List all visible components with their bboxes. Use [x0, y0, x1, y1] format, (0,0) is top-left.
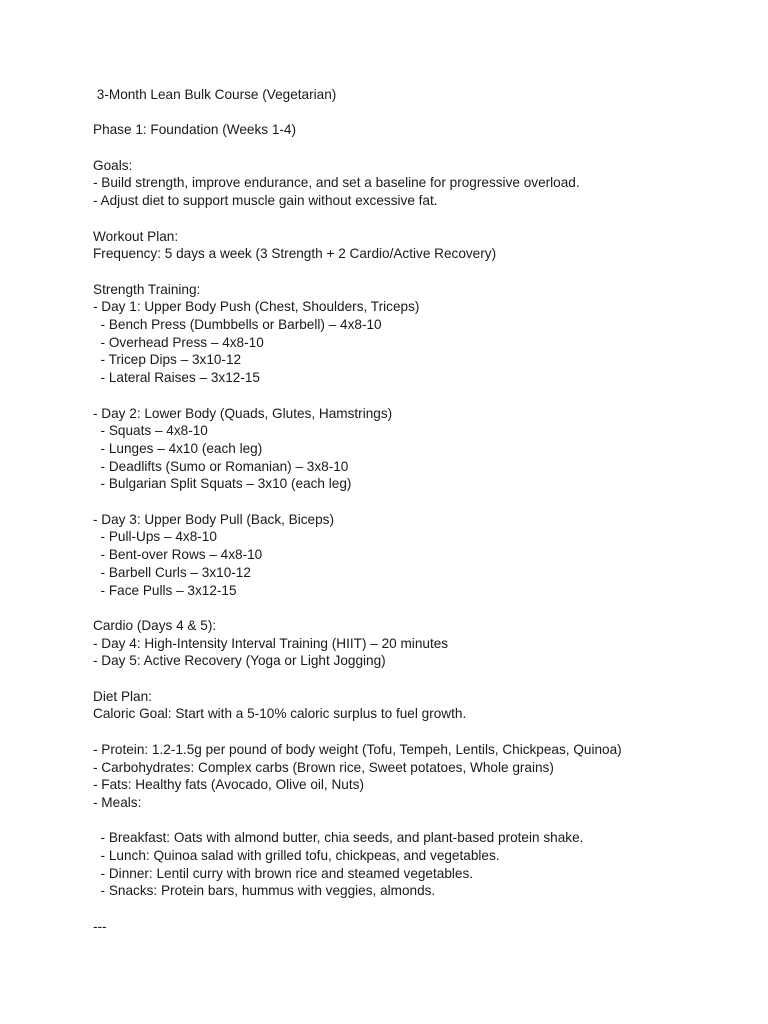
blank-line [93, 900, 743, 918]
list-item: - Day 4: High-Intensity Interval Training (HIIT) – 20 minutes [93, 635, 449, 651]
blank-line [93, 263, 743, 281]
blank-line [93, 493, 743, 511]
list-item: - Carbohydrates: Complex carbs (Brown rice, Sweet potatoes, Whole grains) [93, 759, 554, 775]
blank-line [93, 812, 743, 830]
section-label: Cardio (Days 4 & 5): [93, 617, 217, 633]
blank-line [93, 670, 743, 688]
sub-list-item: - Dinner: Lentil curry with brown rice and steamed vegetables. [93, 865, 474, 881]
blank-line [93, 723, 743, 741]
sub-list-item: - Snacks: Protein bars, hummus with veggies, almonds. [93, 883, 436, 899]
section-label: Workout Plan: [93, 228, 179, 244]
blank-line [93, 104, 743, 122]
sub-list-item: - Bulgarian Split Squats – 3x10 (each leg) [93, 476, 352, 492]
sub-list-item: - Bench Press (Dumbbells or Barbell) – 4x8-10 [93, 317, 382, 333]
list-item: - Fats: Healthy fats (Avocado, Olive oil, Nuts) [93, 777, 364, 793]
sub-list-item: - Lunch: Quinoa salad with grilled tofu, chickpeas, and vegetables. [93, 848, 500, 864]
list-item: - Day 2: Lower Body (Quads, Glutes, Hamstrings) [93, 405, 393, 421]
sub-list-item: - Tricep Dips – 3x10-12 [93, 352, 242, 368]
section-label: Diet Plan: [93, 688, 152, 704]
text-line: Frequency: 5 days a week (3 Strength + 2 Cardio/Active Recovery) [93, 246, 497, 262]
list-item: - Day 1: Upper Body Push (Chest, Shoulders, Triceps) [93, 299, 420, 315]
text-line: Caloric Goal: Start with a 5-10% caloric surplus to fuel growth. [93, 706, 467, 722]
document-body [93, 86, 743, 936]
list-item: - Build strength, improve endurance, and set a baseline for progressive overload. [93, 175, 580, 191]
list-item: - Day 3: Upper Body Pull (Back, Biceps) [93, 511, 335, 527]
sub-list-item: - Lateral Raises – 3x12-15 [93, 370, 260, 386]
blank-line [93, 139, 743, 157]
list-item: - Day 5: Active Recovery (Yoga or Light Jogging) [93, 653, 386, 669]
sub-list-item: - Breakfast: Oats with almond butter, chia seeds, and plant-based protein shake. [93, 830, 584, 846]
blank-line [93, 599, 743, 617]
sub-list-item: - Face Pulls – 3x12-15 [93, 582, 237, 598]
sub-list-item: - Bent-over Rows – 4x8-10 [93, 547, 263, 563]
sub-list-item: - Barbell Curls – 3x10-12 [93, 564, 251, 580]
sub-list-item: - Squats – 4x8-10 [93, 423, 208, 439]
document-title: 3-Month Lean Bulk Course (Vegetarian) [93, 87, 337, 102]
blank-line [93, 210, 743, 228]
horizontal-rule-text: --- [93, 918, 107, 934]
section-heading: Phase 1: Foundation (Weeks 1-4) [93, 122, 297, 138]
section-label: Strength Training: [93, 281, 201, 297]
list-item: - Adjust diet to support muscle gain without excessive fat. [93, 193, 438, 209]
blank-line [93, 387, 743, 405]
sub-list-item: - Lunges – 4x10 (each leg) [93, 440, 263, 456]
sub-list-item: - Pull-Ups – 4x8-10 [93, 529, 217, 545]
sub-list-item: - Deadlifts (Sumo or Romanian) – 3x8-10 [93, 458, 349, 474]
list-item: - Protein: 1.2-1.5g per pound of body weight (Tofu, Tempeh, Lentils, Chickpeas, Quinoa) [93, 741, 622, 757]
sub-list-item: - Overhead Press – 4x8-10 [93, 334, 264, 350]
section-label: Goals: [93, 157, 133, 173]
list-item: - Meals: [93, 794, 142, 810]
